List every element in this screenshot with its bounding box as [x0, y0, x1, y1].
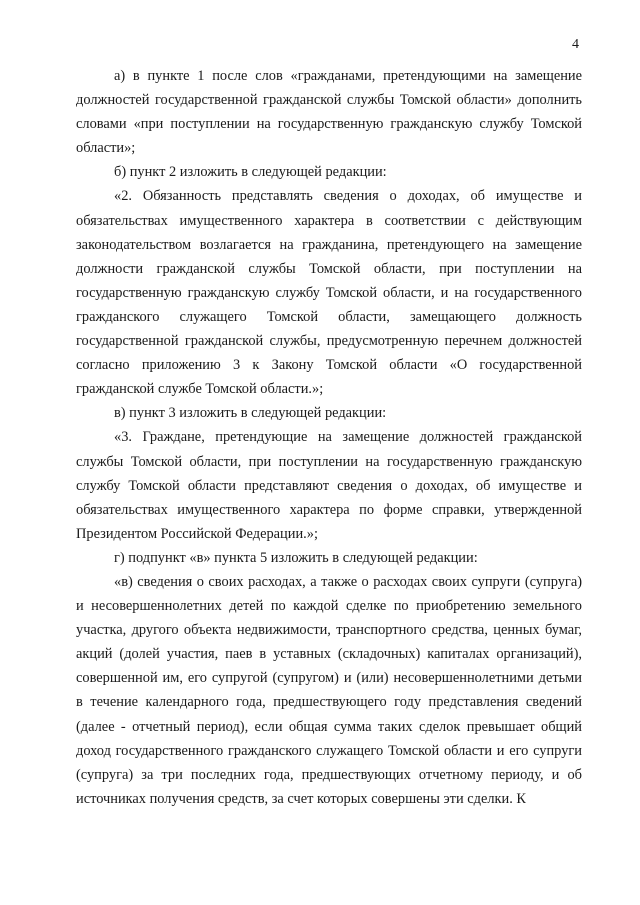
document-body: [76, 64, 582, 811]
paragraph-subclause-v-text: «в) сведения о своих расходах, а также о расходах своих супруги (супруга) и несовершеннолетних детей по каждой сделке по приобретению земельного участка, другого объекта недвижимости, транспортного средства, ценных бумаг, акций (долей участия, паев в уставных (складочных) капиталах организаций), совершенной им, его супругой (супругом) и (или) несовершеннолетними детьми в течение календарного года, предшествующего году представления сведений (далее - отчетный период), если общая сумма таких сделок превышает общий доход государственного гражданского служащего Томской области и его супруги (супруга) за три последних года, предшествующих отчетному периоду, и об источниках получения средств, за счет которых совершены эти сделки. К: [76, 573, 582, 807]
paragraph-clause-3-text: «3. Граждане, претендующие на замещение должностей гражданской службы Томской области, при поступлении на государственную гражданскую службу Томской области представляют сведения о доходах, об имуществе и обязательствах имущественного характера по форме справки, утвержденной Президентом Российской Федерации.»;: [76, 429, 582, 542]
paragraph-amendment-b: б) пункт 2 изложить в следующей редакции:: [114, 164, 387, 181]
page-number: 4: [572, 37, 579, 52]
paragraph-amendment-a: а) в пункте 1 после слов «гражданами, претендующими на замещение должностей государственной гражданской службы Томской области» дополнить словами «при поступлении на государственную гражданскую службу Томской области»;: [76, 68, 582, 157]
paragraph-amendment-g: г) подпункт «в» пункта 5 изложить в следующей редакции:: [114, 549, 478, 566]
paragraph-amendment-v: в) пункт 3 изложить в следующей редакции:: [114, 405, 387, 422]
paragraph-clause-2-text: «2. Обязанность представлять сведения о доходах, об имуществе и обязательствах имущественного характера в соответствии с действующим законодательством возлагается на гражданина, претендующего на замещение должности гражданской службы Томской области, при поступлении на государственную гражданскую службу Томской области, и на государственного гражданского служащего Томской области, замещающего должность государственной гражданской службы, предусмотренную перечнем должностей согласно приложению 3 к Закону Томской области «О государственной гражданской службе Томской области.»;: [76, 188, 582, 398]
